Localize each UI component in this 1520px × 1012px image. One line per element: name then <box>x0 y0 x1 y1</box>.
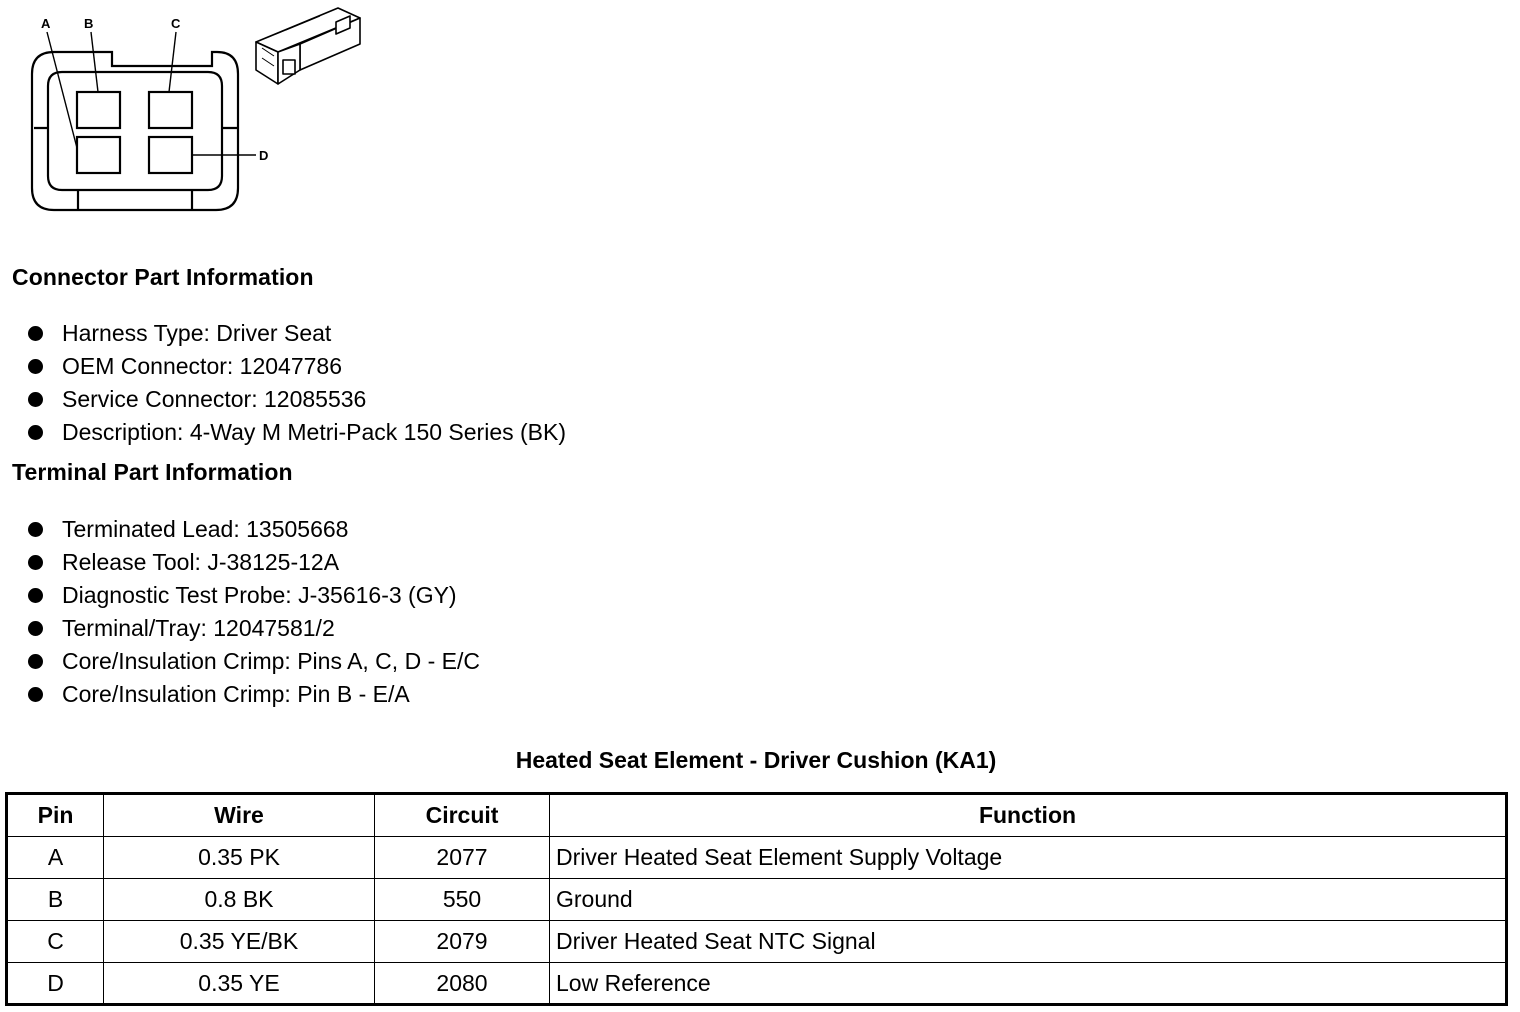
wire-cell: 0.35 YE/BK <box>104 921 375 963</box>
function-cell: Ground <box>550 879 1507 921</box>
connector-info-list <box>28 317 566 449</box>
list-item-text: Description: 4-Way M Metri-Pack 150 Series (BK) <box>62 419 567 445</box>
bullet-icon <box>28 425 43 440</box>
list-item-text: Terminal/Tray: 12047581/2 <box>62 615 335 641</box>
pin-label-a: A <box>41 16 51 31</box>
column-header-circuit: Circuit <box>375 794 550 837</box>
wire-cell: 0.35 YE <box>104 963 375 1005</box>
function-cell: Low Reference <box>550 963 1507 1005</box>
table-row <box>7 963 1507 1005</box>
pin-label-b: B <box>84 16 94 31</box>
circuit-cell: 2079 <box>375 921 550 963</box>
function-cell: Driver Heated Seat Element Supply Voltage <box>550 837 1507 879</box>
bullet-icon <box>28 326 43 341</box>
wire-cell: 0.8 BK <box>104 879 375 921</box>
column-header-pin: Pin <box>7 794 104 837</box>
list-item-text: Service Connector: 12085536 <box>62 386 367 412</box>
list-item-text: Diagnostic Test Probe: J-35616-3 (GY) <box>62 582 457 608</box>
terminal-info-heading: Terminal Part Information <box>12 459 293 485</box>
circuit-cell: 2077 <box>375 837 550 879</box>
pin-cell: C <box>7 921 104 963</box>
bullet-icon <box>28 687 43 702</box>
list-item <box>28 678 480 711</box>
connector-isometric-icon <box>256 8 360 84</box>
table-title: Heated Seat Element - Driver Cushion (KA1) <box>515 747 997 773</box>
list-item-text: Harness Type: Driver Seat <box>62 320 332 346</box>
bullet-icon <box>28 359 43 374</box>
list-item-text: Release Tool: J-38125-12A <box>62 549 340 575</box>
list-item <box>28 612 480 645</box>
bullet-icon <box>28 588 43 603</box>
list-item-text: Core/Insulation Crimp: Pins A, C, D - E/C <box>62 648 480 674</box>
table-row <box>7 879 1507 921</box>
pin-cell: A <box>7 837 104 879</box>
list-item <box>28 350 566 383</box>
bullet-icon <box>28 555 43 570</box>
circuit-cell: 2080 <box>375 963 550 1005</box>
pin-cell: B <box>7 879 104 921</box>
list-item <box>28 645 480 678</box>
table-row <box>7 921 1507 963</box>
bullet-icon <box>28 621 43 636</box>
connector-info-heading: Connector Part Information <box>12 264 314 290</box>
wire-cell: 0.35 PK <box>104 837 375 879</box>
pin-cell: D <box>7 963 104 1005</box>
bullet-icon <box>28 392 43 407</box>
list-item-text: Core/Insulation Crimp: Pin B - E/A <box>62 681 410 707</box>
list-item <box>28 383 566 416</box>
column-header-function: Function <box>550 794 1507 837</box>
list-item <box>28 317 566 350</box>
pin-label-c: C <box>171 16 181 31</box>
connector-diagram <box>0 0 380 230</box>
connector-face <box>32 52 238 210</box>
list-item <box>28 579 480 612</box>
list-item-text: OEM Connector: 12047786 <box>62 353 343 379</box>
function-cell: Driver Heated Seat NTC Signal <box>550 921 1507 963</box>
list-item <box>28 416 566 449</box>
list-item <box>28 513 480 546</box>
list-item-text: Terminated Lead: 13505668 <box>62 516 349 542</box>
pin-label-d: D <box>259 148 269 163</box>
list-item <box>28 546 480 579</box>
terminal-info-list <box>28 513 480 711</box>
table-row <box>7 837 1507 879</box>
bullet-icon <box>28 522 43 537</box>
pinout-table <box>5 792 1508 1006</box>
table-header-row <box>7 794 1507 837</box>
circuit-cell: 550 <box>375 879 550 921</box>
column-header-wire: Wire <box>104 794 375 837</box>
bullet-icon <box>28 654 43 669</box>
